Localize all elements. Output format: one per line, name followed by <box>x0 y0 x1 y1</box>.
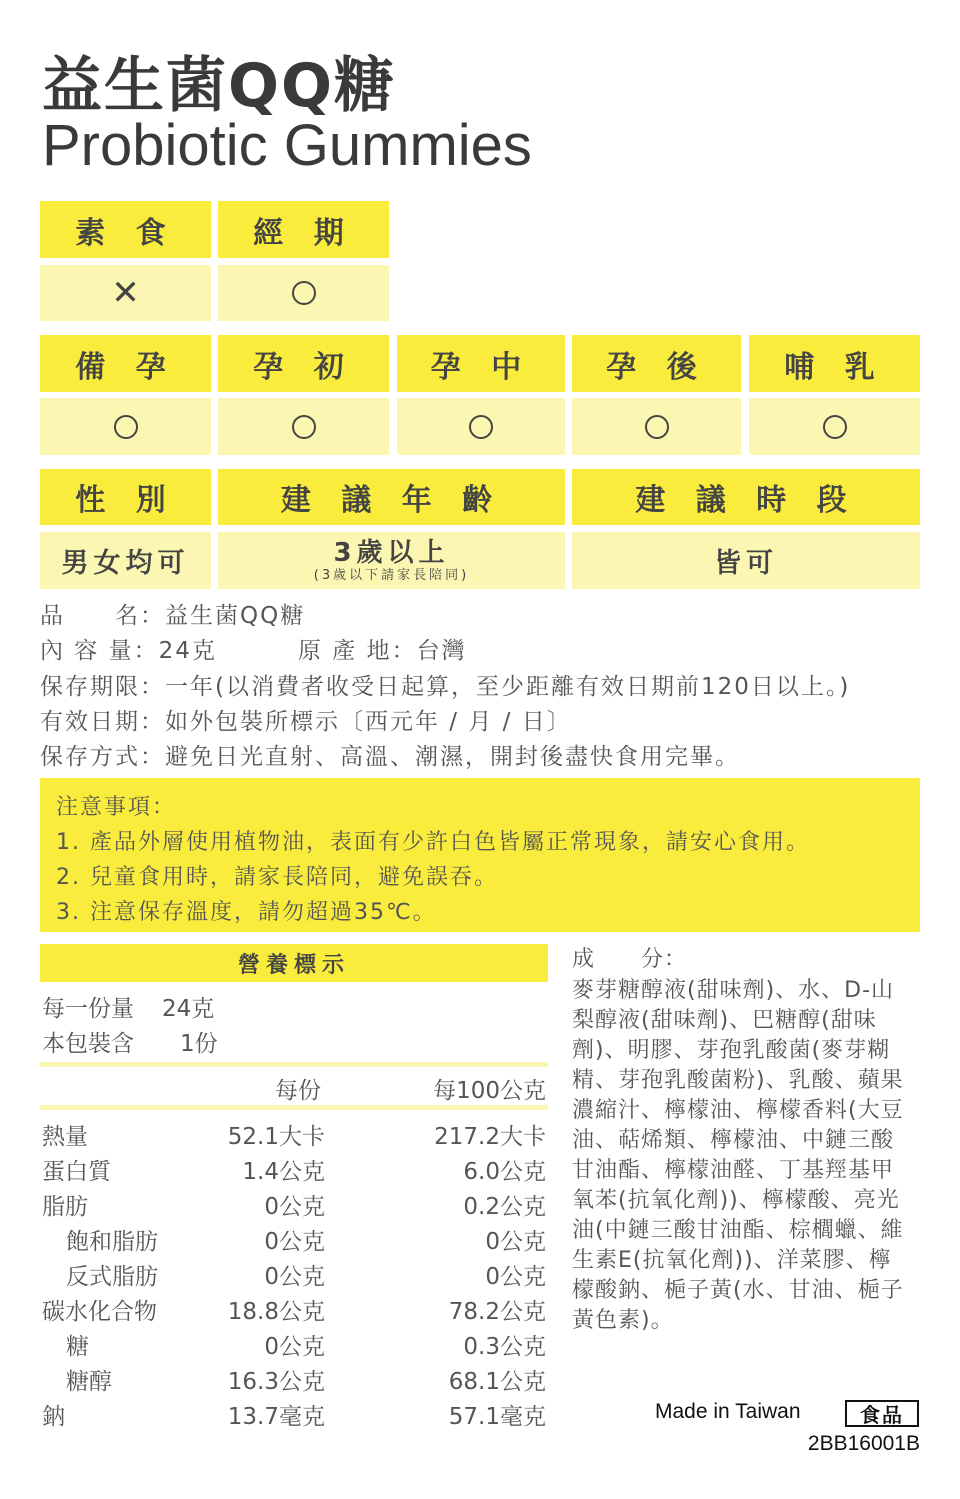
value-early-pregnancy <box>218 398 389 455</box>
ingredients-line: 黃色素)。 <box>572 1308 674 1333</box>
serving-size-value: 24克 <box>162 996 215 1022</box>
notice-box <box>40 778 920 932</box>
info-storage-row <box>40 738 740 771</box>
value-breastfeeding <box>749 398 920 455</box>
circle-icon <box>469 415 493 439</box>
nutrient-per-serving: 0公克 <box>264 1194 325 1220</box>
nutrient-name: 脂肪 <box>42 1194 88 1220</box>
column-per-serving: 每份 <box>275 1078 321 1104</box>
info-origin-row <box>298 632 467 665</box>
ingredients-line: 檬酸鈉、梔子黃(水、甘油、梔子 <box>572 1278 904 1303</box>
value-late-pregnancy <box>572 398 741 455</box>
nutrient-per-100g: 57.1毫克 <box>448 1404 546 1430</box>
nutrient-per-serving: 0公克 <box>264 1334 325 1360</box>
nutrient-per-100g: 0公克 <box>485 1264 546 1290</box>
made-in-label: Made in Taiwan <box>655 1400 801 1423</box>
notice-item: 3. 注意保存溫度，請勿超過35℃。 <box>56 900 437 925</box>
header-gender: 性 別 <box>40 469 211 525</box>
info-value: 益生菌QQ糖 <box>165 603 306 629</box>
value-vegetarian <box>40 265 211 321</box>
nutrient-name: 飽和脂肪 <box>66 1229 158 1255</box>
header-suggested-age: 建 議 年 齡 <box>218 469 565 525</box>
value-suggested-age <box>218 532 565 589</box>
nutrient-name: 糖 <box>66 1334 89 1360</box>
nutrient-per-serving: 52.1大卡 <box>227 1124 325 1150</box>
nutrition-title: 營養標示 <box>40 944 548 982</box>
nutrient-per-serving: 0公克 <box>264 1264 325 1290</box>
header-late-pregnancy: 孕 後 <box>572 335 741 392</box>
nutrient-name: 熱量 <box>42 1124 88 1150</box>
nutrient-per-serving: 16.3公克 <box>227 1369 325 1395</box>
info-name-row <box>40 597 305 630</box>
info-value: 如外包裝所標示〔西元年 / 月 / 日〕 <box>165 709 572 735</box>
header-early-pregnancy: 孕 初 <box>218 335 389 392</box>
value-mid-pregnancy <box>397 398 565 455</box>
info-value: 台灣 <box>416 638 467 664</box>
servings-value: 1份 <box>180 1031 218 1057</box>
nutrient-name: 蛋白質 <box>42 1159 111 1185</box>
ingredients-line: 濃縮汁、檸檬油、檸檬香料(大豆 <box>572 1098 904 1123</box>
ingredients-line: 生素E(抗氧化劑))、洋菜膠、檸 <box>572 1248 892 1273</box>
divider-thick <box>40 1105 548 1110</box>
header-menstruation: 經 期 <box>218 201 389 258</box>
age-value: 3歲以上 <box>333 537 450 568</box>
ingredients-line: 甘油酯、檸檬油醛、丁基羥基甲 <box>572 1158 895 1183</box>
info-value: 避免日光直射、高溫、潮濕，開封後盡快食用完畢。 <box>165 744 740 770</box>
nutrient-name: 糖醇 <box>66 1369 112 1395</box>
age-note: (3歲以下請家長陪同) <box>313 567 470 583</box>
nutrient-per-100g: 6.0公克 <box>463 1159 546 1185</box>
ingredients-line: 梨醇液(甜味劑)、巴糖醇(甜味 <box>572 1008 877 1033</box>
value-menstruation <box>218 265 389 321</box>
ingredients-line: 油、萜烯類、檸檬油、中鏈三酸 <box>572 1128 895 1153</box>
nutrient-per-100g: 0.3公克 <box>463 1334 546 1360</box>
info-label: 內 容 量： <box>40 638 159 664</box>
column-per-100g: 每100公克 <box>433 1078 546 1104</box>
info-value: 24克 <box>158 638 217 664</box>
nutrient-per-100g: 217.2大卡 <box>434 1124 546 1150</box>
ingredients-label: 成 分： <box>572 947 688 972</box>
nutrient-name: 鈉 <box>42 1404 65 1430</box>
header-mid-pregnancy: 孕 中 <box>397 335 565 392</box>
product-title-english: Probiotic Gummies <box>42 113 532 178</box>
product-title-chinese: 益生菌QQ糖 <box>42 51 397 121</box>
nutrient-per-100g: 0公克 <box>485 1229 546 1255</box>
circle-icon <box>114 415 138 439</box>
notice-item: 1. 產品外層使用植物油，表面有少許白色皆屬正常現象，請安心食用。 <box>56 830 810 855</box>
circle-icon <box>645 415 669 439</box>
nutrient-per-serving: 18.8公克 <box>227 1299 325 1325</box>
food-badge: 食品 <box>845 1400 919 1427</box>
info-label: 保存期限： <box>40 674 165 700</box>
nutrient-per-serving: 13.7毫克 <box>227 1404 325 1430</box>
info-expiry-row <box>40 703 572 736</box>
value-gender: 男女均可 <box>40 532 211 589</box>
product-code: 2BB16001B <box>807 1432 920 1455</box>
header-suggested-time: 建 議 時 段 <box>572 469 920 525</box>
header-preparing-pregnancy: 備 孕 <box>40 335 211 392</box>
circle-icon <box>292 415 316 439</box>
info-label: 有效日期： <box>40 709 165 735</box>
servings-label: 本包裝含 <box>42 1031 134 1057</box>
divider-thick <box>40 1062 548 1067</box>
nutrient-per-100g: 0.2公克 <box>463 1194 546 1220</box>
info-shelf-life-row <box>40 668 850 701</box>
nutrient-name: 碳水化合物 <box>42 1299 157 1325</box>
header-breastfeeding: 哺 乳 <box>749 335 920 392</box>
info-label: 品 名： <box>40 603 165 629</box>
serving-size-label: 每一份量 <box>42 996 134 1022</box>
info-content-row <box>40 632 217 665</box>
info-value: 一年(以消費者收受日起算，至少距離有效日期前120日以上。) <box>165 674 851 700</box>
nutrient-per-serving: 0公克 <box>264 1229 325 1255</box>
nutrient-per-100g: 78.2公克 <box>448 1299 546 1325</box>
notice-item: 2. 兒童食用時，請家長陪同，避免誤吞。 <box>56 865 498 890</box>
info-label: 原 產 地： <box>298 638 417 664</box>
circle-icon <box>292 281 316 305</box>
info-label: 保存方式： <box>40 744 165 770</box>
value-preparing-pregnancy <box>40 398 211 455</box>
nutrient-per-serving: 1.4公克 <box>242 1159 325 1185</box>
value-suggested-time: 皆可 <box>572 532 920 589</box>
ingredients-line: 氧苯(抗氧化劑))、檸檬酸、亮光 <box>572 1188 900 1213</box>
nutrient-name: 反式脂肪 <box>66 1264 158 1290</box>
notice-title: 注意事項： <box>56 795 177 820</box>
cross-icon: ✕ <box>111 273 140 313</box>
ingredients-line: 精、芽孢乳酸菌粉)、乳酸、蘋果 <box>572 1068 904 1093</box>
circle-icon <box>823 415 847 439</box>
ingredients-line: 劑)、明膠、芽孢乳酸菌(麥芽糊 <box>572 1038 891 1063</box>
ingredients-line: 油(中鏈三酸甘油酯、棕櫚蠟、維 <box>572 1218 904 1243</box>
header-vegetarian: 素 食 <box>40 201 211 258</box>
ingredients-line: 麥芽糖醇液(甜味劑)、水、D-山 <box>572 978 895 1003</box>
nutrient-per-100g: 68.1公克 <box>448 1369 546 1395</box>
